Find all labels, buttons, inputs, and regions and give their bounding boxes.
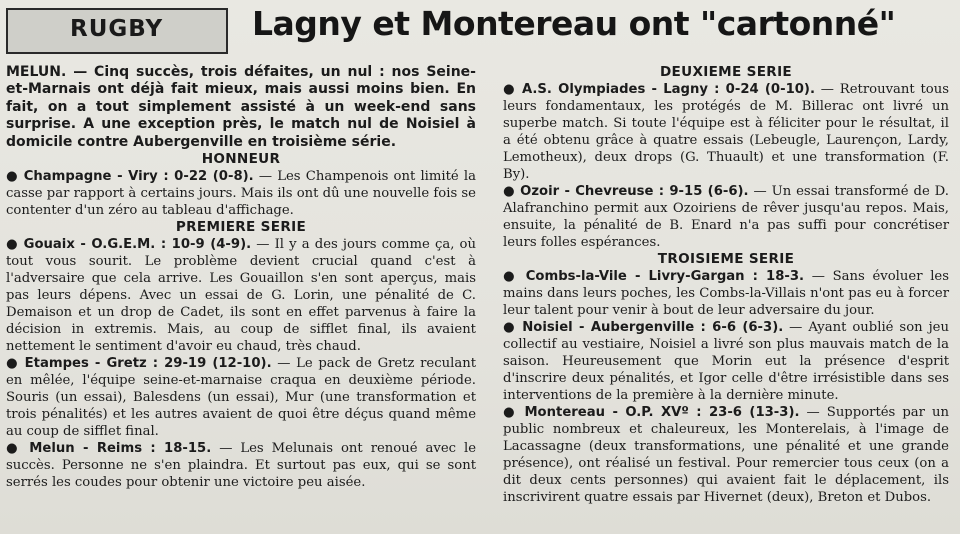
match-result: Noisiel - Aubergenville : 6-6 (6-3). <box>522 320 784 335</box>
section-heading-troisieme-serie: TROISIEME SERIE <box>657 251 795 267</box>
bullet-icon: ● <box>6 356 19 372</box>
match-result: Ozoir - Chevreuse : 9-15 (6-6). <box>520 184 749 199</box>
bullet-icon: ● <box>503 320 517 335</box>
match-text: — Un essai transformé de D. Alafranchino permit aux Ozoiriens de rêver jusqu'au repos. Mais, ensuite, la pénalité de B. Enard n'a pas suffi pour concrétiser leurs folles espérances. <box>503 184 949 250</box>
match-result: Etampes - Gretz : 29-19 (12-10). <box>24 356 272 372</box>
match-report <box>6 168 476 219</box>
match-result: Melun - Reims : 18-15. <box>29 441 212 457</box>
match-report <box>503 404 949 506</box>
match-text: — Retrouvant tous leurs fondamentaux, les protégés de M. Billerac ont livré un superbe match. Si toute l'équipe est à féliciter pour le résultat, il a été obtenu grâce à quatre essais (Lebeugle, Laurençon, Lardy, Lemotheux), deux drops (G. Thuault) et une transformation (F. By). <box>503 82 949 182</box>
match-result: Montereau - O.P. XVº : 23-6 (13-3). <box>524 405 800 420</box>
match-text: — Les Melunais ont renoué avec le succès. Personne ne s'en plaindra. Et surtout pas eux, qui se sont serrés les coudes pour obtenir une victoire peu aisée. <box>6 441 476 491</box>
bullet-icon: ● <box>6 169 19 185</box>
match-report <box>503 319 949 404</box>
match-text: — Ayant oublié son jeu collectif au vestiaire, Noisiel a livré son plus mauvais match de la saison. Heureusement que Morin eut la présence d'esprit d'inscrire deux pénalités, et Igor celle d'être irrésistible dans ses interventions de la première à la dernière minute. <box>503 320 949 403</box>
section-heading-honneur: HONNEUR <box>201 151 281 168</box>
bullet-icon: ● <box>6 237 19 253</box>
match-result: Combs-la-Vile - Livry-Gargan : 18-3. <box>525 269 805 284</box>
match-report <box>6 355 476 440</box>
match-report <box>503 81 949 183</box>
bullet-icon: ● <box>503 269 519 284</box>
match-text: — Le pack de Gretz reculant en mêlée, l'équipe seine-et-marnaise craqua en deuxième période. Souris (un essai), Balesdens (un essai), Mur (une transformation et trois pénalités) et les autres avaient de quoi être déçus quand même au coup de sifflet final. <box>6 356 476 440</box>
match-result: Gouaix - O.G.E.M. : 10-9 (4-9). <box>23 237 252 253</box>
rubric-label: RUGBY <box>70 16 164 42</box>
bullet-icon: ● <box>503 82 517 97</box>
rubric-box <box>6 8 228 54</box>
bullet-icon: ● <box>503 184 516 199</box>
right-column <box>503 64 949 506</box>
section-heading-deuxieme-serie: DEUXIEME SERIE <box>659 64 793 80</box>
match-text: — Sans évoluer les mains dans leurs poches, les Combs-la-Villais n'ont pas eu à forcer leur talent pour venir à bout de leur adversaire du jour. <box>503 269 949 318</box>
article-header <box>0 0 960 64</box>
intro-paragraph: MELUN. — Cinq succès, trois défaites, un nul : nos Seine-et-Marnais ont déjà fait mieux, mais aussi moins bien. En fait, on a tout simplement assisté à un week-end sans surprise. A une exception près, le match nul de Noisiel à domicile contre Aubergenville en troisième série. <box>6 64 476 150</box>
match-report <box>6 236 476 355</box>
match-report <box>6 440 476 491</box>
bullet-icon: ● <box>6 441 22 457</box>
match-text: — Les Champenois ont limité la casse par rapport à certains jours. Mais ils ont dû une nouvelle fois se contenter d'un zéro au tableau d'affichage. <box>6 169 476 219</box>
article-title: Lagny et Montereau ont "cartonné" <box>252 4 896 43</box>
left-column <box>6 64 476 491</box>
section-heading-premiere-serie: PREMIERE SERIE <box>175 219 307 236</box>
match-report <box>503 268 949 319</box>
bullet-icon: ● <box>503 405 518 420</box>
match-result: A.S. Olympiades - Lagny : 0-24 (0-10). <box>521 82 815 97</box>
match-result: Champagne - Viry : 0-22 (0-8). <box>23 169 254 185</box>
match-text: — Supportés par un public nombreux et chaleureux, les Monterelais, à l'image de Lacassagne (deux transformations, une pénalité et une grande présence), ont réalisé un festival. Pour remercier tous ceux (on a dit deux cents personnes) qui avaient fait le déplacement, ils inscrivirent quatre essais par Hivernet (deux), Breton et Dubos. <box>503 405 950 505</box>
match-text: — Il y a des jours comme ça, où tout vous sourit. Le problème devient crucial quand c'est à l'adversaire que cela arrive. Les Gouaillon s'en sont aperçus, mais pas leurs dépens. Avec un essai de G. Lorin, une pénalité de C. Demaison et un drop de Cadet, ils sont en effet parvenus à faire la décision in extremis. Mais, au coup de sifflet final, ils avaient nettement le sentiment d'avoir eu chaud, très chaud. <box>6 237 476 355</box>
match-report <box>503 183 949 251</box>
